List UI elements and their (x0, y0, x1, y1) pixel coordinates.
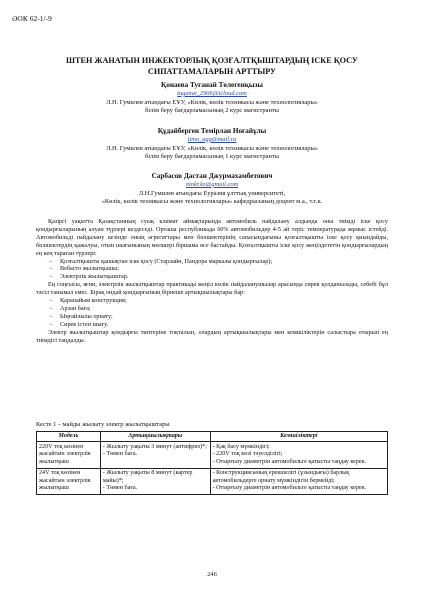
model-cell: 24V тоқ көзінен жасайтын электрлік жылытқыш (37, 468, 101, 494)
pros-item: - Жылыту уақыты 3 минут (антифриз)*; (103, 444, 208, 451)
list-item: - Қозғалтқышты қашықтан іске қосу (Старлайн, Пандора маркалы қондырғылар); (62, 258, 388, 266)
cons-item: - Отырғызу диаметрін автомобильге қатысты таңдау керек. (213, 485, 385, 492)
list-item: - Ыңғайлылы орнату; (62, 313, 388, 321)
bullet-list (36, 258, 388, 282)
author-name: Құдайберген Темірлан Ноғайұлы (157, 127, 267, 135)
column-header: Кемшіліктері (210, 432, 387, 442)
paragraph: Электр жылытқыштар қондырғы типтеріне тоқталып, олардың артықшылықтары мен кемшіліктерін салыстыра отырып ең тиімдісі таңдалды. (36, 328, 388, 344)
cons-cell (210, 468, 387, 494)
pros-cell (100, 442, 210, 468)
pros-item: - Төмен баға. (103, 451, 208, 458)
table-row (37, 468, 388, 494)
cons-item: - Конструкциясының ерекшелігі (ұзындығы) барлық автомобильдерге орнату мүмкіндігін бермейді; (213, 470, 385, 485)
cons-item: - Отырғызу диаметрін автомобильге қатысты таңдау керек. (213, 459, 385, 466)
bullet-list (36, 297, 388, 329)
table-caption: Кесте 1 – майды жылыту электр жылытқыштары (36, 421, 170, 428)
author-affiliation: Л.Н. Гумилев атындағы ЕҰУ, «Көлік, көлік техникасы және технологиялары» (106, 144, 318, 152)
list-item: - Электрлік жылытқыштар. (62, 273, 388, 281)
list-item: - Арзан баға; (62, 305, 388, 313)
column-header: Модель (37, 432, 101, 442)
author-email[interactable]: timo_agg@mail.ru (187, 135, 237, 143)
column-header: Артықшылықтары (100, 432, 210, 442)
author-affiliation: Л.Н.Гумилев атындағы Еуразия ұлттық университеті, (138, 189, 286, 197)
paragraph: Ең соңғысы, яғни, электрлік жылытқыштар практикада жеңіл көлік пайдаланушылар арасында сирек қолданылады, себебі бұл тәсіл танымал емес. Бірақ ондай қондырғының бірнеше артықшылықтары бар: (36, 281, 388, 297)
paragraph: Қазіргі уақытта Қазақстанның суық климат аймақтарында автомобиль пайдалану алдында оны тиімді іске қосу қондырғыларының алуан түрлері кездеседі. Орташа республикада 60% автомобильдер 4-5 ай теріс температурада жұмыс істейді. Автомобильді пайдалану кезінде оның агрегаттары мен бөлшектерінің сапасындағыны қозғалтқышты іске қосу қиындайды, бөлшектердің қажалуы, отын шығынының мөлшері біршама өсе бастайды. Қозғалтқышты іске қосу жеңілдететін қондырғылардың ең кең тараған түрлері: (36, 218, 388, 257)
author-block-2 (20, 127, 404, 162)
author-status: «Көлік, көлік техникасы және технологиялары» кафедрасының доцент м.а., т.ғ.к. (101, 198, 323, 206)
pros-item: - Төмен баға. (103, 485, 208, 492)
pros-cell (100, 468, 210, 494)
comparison-table (36, 431, 388, 495)
pros-item: - Жылыту уақыты 8 минут (картер майы)*; (103, 470, 208, 485)
author-block-3 (20, 172, 404, 207)
cons-cell (210, 442, 387, 468)
title-line-2: СИПАТТАМАЛАРЫН АРТТЫРУ (147, 67, 277, 76)
body-text (36, 218, 388, 345)
list-item: - Қарапайым конструкция; (62, 297, 388, 305)
model-cell: 220V тоқ көзінен жасайтын электрлік жылытқыш (37, 442, 101, 468)
author-block-1 (20, 81, 404, 116)
author-name: Сарбасов Дастан Джурмахамбетович (151, 172, 273, 180)
author-email[interactable]: niokr.kz@gmail.com (185, 180, 239, 188)
page-number: 246 (207, 571, 217, 578)
list-item: - Сирек істен шығу. (62, 321, 388, 329)
author-status: білім беру бағдарламасының 2 курс магистранты (145, 107, 279, 115)
list-item: - Вебасто жылытқышы; (62, 265, 388, 273)
paper-title (40, 55, 384, 77)
udc-code: ӘОК 62-1/-9 (12, 14, 52, 23)
title-line-1: ШТЕН ЖАНАТЫН ИНЖЕКТОРЛЫҚ ҚОЗҒАЛТҚЫШТАРДЫҢ ІСКЕ ҚОСУ (66, 56, 358, 65)
cons-item: - Қақ басу мүмкіндігі; (213, 444, 385, 451)
cons-item: - 220V тоқ көзі тәуелділігі; (213, 451, 385, 458)
table-row (37, 442, 388, 468)
author-affiliation: Л.Н. Гумилев атындағы ЕҰУ, «Көлік, көлік техникасы және технологиялары» (106, 98, 318, 106)
author-email[interactable]: tuganai_2906@icloud.com (177, 89, 247, 97)
author-status: білім беру бағдарламасының 1 курс магистранты (145, 153, 279, 161)
author-name: Қонаева Туғанай Төлегенқызы (161, 81, 263, 89)
table-header-row (37, 432, 388, 442)
